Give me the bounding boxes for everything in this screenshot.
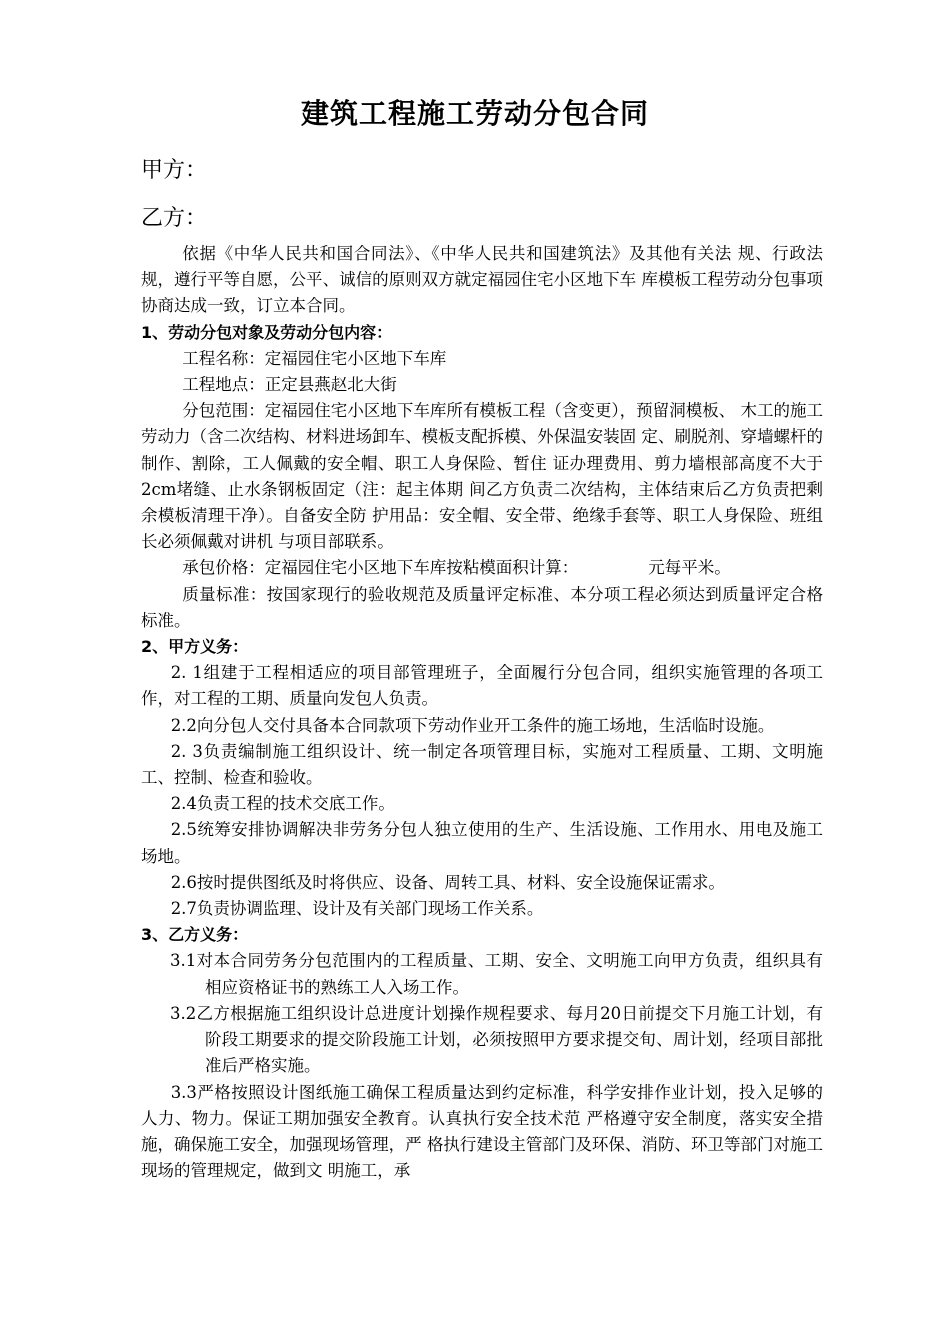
section-2-item: 2. 1组建于工程相适应的项目部管理班子，全面履行分包合同，组织实施管理的各项工作，对工程的工期、质量向发包人负责。: [141, 663, 823, 709]
project-name: 工程名称：定福园住宅小区地下车库: [182, 348, 447, 368]
section-2-item: 2.7负责协调监理、设计及有关部门现场工作关系。: [170, 899, 544, 919]
scope-paragraph: 分包范围：定福园住宅小区地下车库所有模板工程（含变更），预留洞模板、 木工的施工劳动力（含二次结构、材料进场卸车、模板支配拆模、外保温安装固 定、刷脱剂、穿墙螺杆的制作、割除，工人佩戴的安全帽、职工人身保险、暂住 证办理费用、剪力墙根部高度不大于2cm堵缝、止水条钢板固定（注：起主体期 间乙方负责二次结构，主体结束后乙方负责把剩余模板清理干净）。自备安全防 护用品：安全帽、安全带、绝缘手套等、职工人身保险、班组长必须佩戴对讲机 与项目部联系。: [141, 401, 823, 552]
section-2-heading: 2、甲方义务：: [141, 637, 249, 657]
price-paragraph: [141, 555, 823, 581]
price-prefix: 承包价格：定福园住宅小区地下车库按粘模面积计算：: [182, 558, 579, 578]
project-location: 工程地点：正定县燕赵北大街: [182, 375, 397, 395]
section-3-item: 3.2乙方根据施工组织设计总进度计划操作规程要求、每月20日前提交下月施工计划，有阶段工期要求的提交阶段施工计划，必须按照甲方要求提交旬、周计划，经项目部批准后严格实施。: [170, 1003, 823, 1076]
section-2-item: 2. 3负责编制施工组织设计、统一制定各项管理目标，实施对工程质量、工期、文明施工、控制、检查和验收。: [141, 741, 823, 788]
quality-paragraph: 质量标准：按国家现行的验收规范及质量评定标准、本分项工程必须达到质量评定合格标准。: [141, 584, 823, 630]
document-title: 建筑工程施工劳动分包合同: [300, 97, 649, 130]
section-3-item: 3.3严格按照设计图纸施工确保工程质量达到约定标准，科学安排作业计划，投入足够的人力、物力。保证工期加强安全教育。认真执行安全技术范 严格遵守安全制度，落实安全措施，确保施工安全，加强现场管理，严 格执行建设主管部门及环保、消防、环卫等部门对施工现场的管理规定，做到文 明施工，承: [141, 1082, 823, 1181]
intro-paragraph: 依据《中华人民共和国合同法》、《中华人民共和国建筑法》及其他有关法 规、行政法规，遵行平等自愿，公平、诚信的原则双方就定福园住宅小区地下车 库模板工程劳动分包事项协商达成一致，订立本合同。: [141, 244, 823, 316]
section-2-item: 2.6按时提供图纸及时将供应、设备、周转工具、材料、安全设施保证需求。: [170, 872, 725, 892]
section-2-item: 2.5统筹安排协调解决非劳务分包人独立使用的生产、生活设施、工作用水、用电及施工场地。: [141, 820, 823, 866]
section-2-item: 2.4负责工程的技术交底工作。: [170, 794, 395, 814]
section-2-item: 2.2向分包人交付具备本合同款项下劳动作业开工条件的施工场地，生活临时设施。: [170, 715, 775, 735]
section-1-heading: 1、劳动分包对象及劳动分包内容：: [141, 322, 393, 342]
section-3-heading: 3、乙方义务：: [141, 925, 249, 945]
party-b-label: 乙方：: [141, 206, 208, 231]
section-3-item: 3.1对本合同劳务分包范围内的工程质量、工期、安全、文明施工向甲方负责，组织具有相应资格证书的熟练工人入场工作。: [170, 951, 823, 997]
contract-body: [141, 241, 823, 1184]
party-a-label: 甲方：: [141, 158, 208, 183]
price-suffix: 元每平米。: [648, 558, 731, 578]
